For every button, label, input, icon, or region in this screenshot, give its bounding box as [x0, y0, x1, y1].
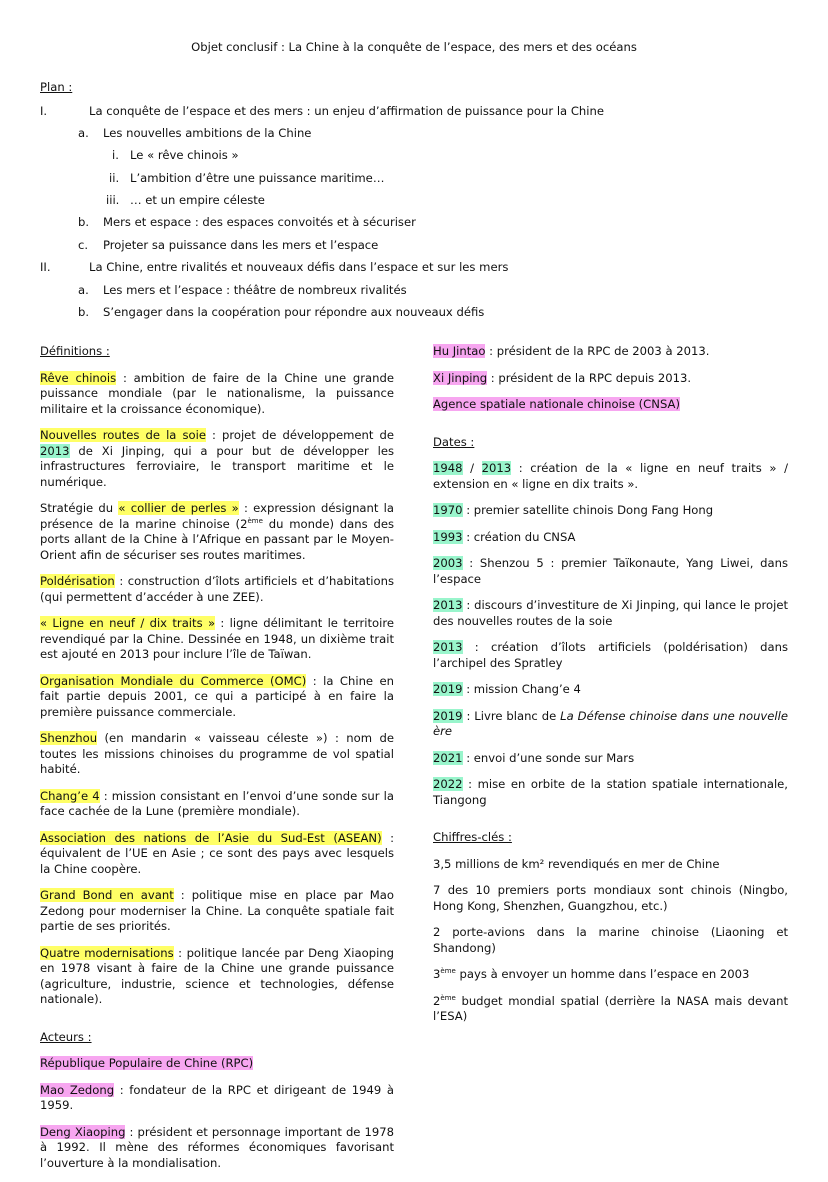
page-title: Objet conclusif : La Chine à la conquête de l’espace, des mers et des océans	[191, 40, 637, 54]
plan-item	[40, 126, 800, 148]
superscript: ème	[440, 967, 456, 976]
actor-name: Agence spatiale nationale chinoise (CNSA)	[433, 397, 680, 411]
definition-term: « collier de perles »	[118, 501, 239, 515]
plan-text: La conquête de l’espace et des mers : un enjeu d’affirmation de puissance pour la Chine	[89, 103, 604, 118]
definition-item	[40, 831, 394, 878]
book-title: La Défense chinoise dans une nouvelle ère	[433, 708, 789, 738]
date-value: 2022	[433, 777, 463, 791]
figure-item	[433, 925, 788, 956]
superscript: ème	[247, 516, 263, 525]
definition-text: : mission consistant en l’envoi d’une sonde sur la face cachée de la Lune (première mondiale).	[40, 788, 394, 818]
definition-term: Poldérisation	[40, 574, 115, 588]
date-text: : création d’îlots artificiels (poldérisation) dans l’archipel des Spratley	[433, 640, 788, 670]
date-text: : Shenzou 5 : premier Taïkonaute, Yang Liwei, dans l’espace	[433, 556, 788, 586]
date-item	[433, 777, 788, 808]
figure-item	[433, 967, 788, 983]
figure-text: pays à envoyer un homme dans l’espace en 2003	[455, 967, 750, 981]
plan-text: Projeter sa puissance dans les mers et l’espace	[103, 237, 379, 252]
definition-text: : expression désignant la présence de la marine chinoise (2	[40, 501, 394, 531]
date-value: 1948	[433, 461, 463, 475]
definition-item	[40, 428, 394, 490]
date-value: 1993	[433, 529, 463, 544]
definition-prefix: Stratégie du	[40, 501, 119, 515]
superscript: ème	[440, 993, 456, 1002]
plan-text: Le « rêve chinois »	[130, 148, 239, 163]
definition-text: : la Chine en fait partie depuis 2001, ce qui a participé à en faire la première puissance commerciale.	[40, 673, 394, 719]
date-value: 2019	[433, 708, 463, 723]
plan-item	[40, 148, 800, 170]
plan-number: i.	[112, 148, 119, 163]
figure-text: 2 porte-avions dans la marine chinoise (Liaoning et Shandong)	[433, 925, 788, 955]
definition-text: : politique lancée par Deng Xiaoping en 1978 visant à faire de la Chine une grande puissance (agriculture, industrie, science et technologies, défense nationale).	[40, 945, 395, 1006]
plan-number: iii.	[106, 193, 120, 208]
plan-item	[40, 193, 800, 215]
actor-item	[40, 1083, 394, 1114]
date-text: : création de la « ligne en neuf traits » / extension en « ligne en dix traits ».	[433, 461, 788, 491]
actor-name: République Populaire de Chine (RPC)	[40, 1056, 254, 1070]
plan-item	[40, 171, 800, 193]
definition-term: Quatre modernisations	[40, 945, 174, 960]
date-item	[433, 503, 788, 519]
definition-text: du monde) dans des ports allant de la Chine à l’Afrique en passant par le Moyen-Orient afin de sécuriser ses routes maritimes.	[40, 516, 394, 562]
plan-text: La Chine, entre rivalités et nouveaux défis dans l’espace et sur les mers	[89, 260, 509, 275]
actor-text: : président et personnage important de 1978 à 1992. Il mène des réformes économiques favorisant l’ouverture à la mondialisation.	[40, 1124, 394, 1170]
plan-text: Les mers et l’espace : théâtre de nombreux rivalités	[103, 282, 407, 297]
plan-item	[40, 283, 800, 305]
plan-text: … et un empire céleste	[130, 193, 265, 208]
actor-name: Xi Jinping	[433, 370, 488, 385]
definition-text: : équivalent de l’UE en Asie ; ce sont des pays avec lesquels la Chine coopère.	[40, 830, 394, 876]
plan-number: b.	[78, 215, 90, 230]
definition-text: : construction d’îlots artificiels et d’habitations (qui permettent d’accéder à une ZEE).	[40, 574, 394, 604]
actor-name: Mao Zedong	[40, 1082, 115, 1097]
definition-term: Nouvelles routes de la soie	[40, 428, 206, 442]
plan-text: S’engager dans la coopération pour répondre aux nouveaux défis	[103, 305, 485, 320]
definition-text: : ambition de faire de la Chine une grande puissance mondiale (par le nationalisme, la puissance militaire et la croissance économique).	[40, 370, 395, 416]
date-value: 2003	[433, 556, 463, 570]
definition-item	[40, 371, 394, 418]
figures-heading: Chiffres-clés :	[433, 830, 512, 844]
plan-section	[40, 80, 800, 327]
actor-item	[40, 1125, 394, 1172]
plan-item	[40, 260, 800, 282]
left-column	[40, 344, 394, 1182]
plan-number: a.	[78, 125, 89, 140]
definition-text: : ligne délimitant le territoire revendiqué par la Chine. Dessinée en 1948, un dixième trait est ajouté en 2013 pour inclure l’île de Taïwan.	[40, 616, 395, 661]
actors-heading: Acteurs :	[40, 1029, 92, 1044]
definition-item	[40, 888, 394, 935]
date-item	[433, 461, 788, 492]
definition-text: de Xi Jinping, qui a pour but de développer les infrastructures ferroviaire, le transport maritime et le numérique.	[40, 443, 394, 489]
date-text: : discours d’investiture de Xi Jinping, qui lance le projet des nouvelles routes de la soie	[433, 598, 788, 628]
date-text: : mise en orbite de la station spatiale internationale, Tiangong	[433, 777, 788, 807]
figure-number: 2	[433, 993, 441, 1008]
date-text: : premier satellite chinois Dong Fang Hong	[462, 503, 714, 517]
date-value: 2013	[433, 640, 463, 654]
actor-item	[433, 371, 788, 387]
definition-text: : projet de développement de	[205, 428, 394, 442]
plan-item	[40, 305, 800, 327]
definition-item	[40, 674, 394, 721]
date-value: 1970	[433, 503, 463, 517]
date-value: 2013	[433, 598, 463, 612]
figure-item	[433, 857, 788, 873]
plan-number: a.	[78, 282, 89, 297]
date-item	[433, 530, 788, 546]
date-item	[433, 682, 788, 698]
plan-text: L’ambition d’être une puissance maritime…	[130, 170, 385, 185]
plan-number: b.	[78, 305, 90, 320]
date-item	[433, 598, 788, 629]
figure-text: 3,5 millions de km² revendiqués en mer de Chine	[433, 856, 720, 871]
date-text: : mission Chang’e 4	[462, 682, 581, 696]
plan-text: Mers et espace : des espaces convoités et à sécuriser	[103, 215, 416, 230]
figure-text: 7 des 10 premiers ports mondiaux sont chinois (Ningbo, Hong Kong, Shenzhen, Guangzhou, etc.)	[433, 883, 788, 913]
actor-item	[433, 344, 788, 360]
plan-item	[40, 104, 800, 126]
figure-item	[433, 883, 788, 914]
plan-item	[40, 238, 800, 260]
definition-item	[40, 574, 394, 605]
definition-term: Shenzhou	[40, 731, 98, 745]
actor-text: : président de la RPC de 2003 à 2013.	[485, 344, 710, 358]
figure-item	[433, 994, 788, 1025]
definition-item	[40, 501, 394, 563]
definition-item	[40, 946, 394, 1008]
definition-text: (en mandarin « vaisseau céleste ») : nom de toutes les missions chinoises du programme de vol spatial habité.	[40, 731, 394, 776]
figure-text: budget mondial spatial (derrière la NASA mais devant l’ESA)	[433, 993, 788, 1023]
plan-item	[40, 215, 800, 237]
definition-item	[40, 731, 394, 778]
definition-term: Organisation Mondiale du Commerce (OMC)	[40, 673, 307, 688]
actor-text: : fondateur de la RPC et dirigeant de 1949 à 1959.	[40, 1082, 395, 1112]
plan-number: ii.	[109, 170, 120, 185]
date-text: : Livre blanc de	[462, 708, 561, 723]
date-item	[433, 709, 788, 740]
definition-item	[40, 616, 394, 663]
plan-number: I.	[40, 103, 48, 118]
definition-term: Association des nations de l’Asie du Sud-Est (ASEAN)	[40, 830, 382, 845]
actor-item	[433, 397, 788, 413]
date-item	[433, 640, 788, 671]
date-text: : envoi d’une sonde sur Mars	[462, 750, 635, 765]
definition-item	[40, 789, 394, 820]
date-item	[433, 556, 788, 587]
actor-name: Deng Xiaoping	[40, 1124, 126, 1139]
plan-heading: Plan :	[40, 80, 73, 94]
date-item	[433, 751, 788, 767]
date-text: : création du CNSA	[462, 529, 576, 544]
date-value: 2013	[481, 461, 512, 475]
date-value: 2019	[433, 682, 463, 696]
figure-number: 3	[433, 967, 441, 981]
definition-year: 2013	[40, 443, 70, 458]
actor-text: : président de la RPC depuis 2013.	[487, 370, 692, 385]
plan-number: II.	[40, 260, 51, 275]
plan-number: c.	[78, 237, 89, 252]
definition-term: Chang’e 4	[40, 788, 100, 803]
dates-heading: Dates :	[433, 434, 475, 449]
definition-term: « Ligne en neuf / dix traits »	[40, 616, 216, 630]
definition-term: Grand Bond en avant	[40, 888, 174, 902]
actor-item	[40, 1056, 394, 1072]
definitions-heading: Définitions :	[40, 344, 110, 358]
actor-name: Hu Jintao	[433, 344, 486, 358]
right-column	[433, 344, 788, 1036]
date-value: 2021	[433, 750, 463, 765]
plan-text: Les nouvelles ambitions de la Chine	[103, 125, 312, 140]
date-separator: /	[462, 461, 482, 475]
definition-text: : politique mise en place par Mao Zedong pour moderniser la Chine. La conquête spatiale fait partie de ses priorités.	[40, 888, 394, 933]
definition-term: Rêve chinois	[40, 370, 117, 385]
